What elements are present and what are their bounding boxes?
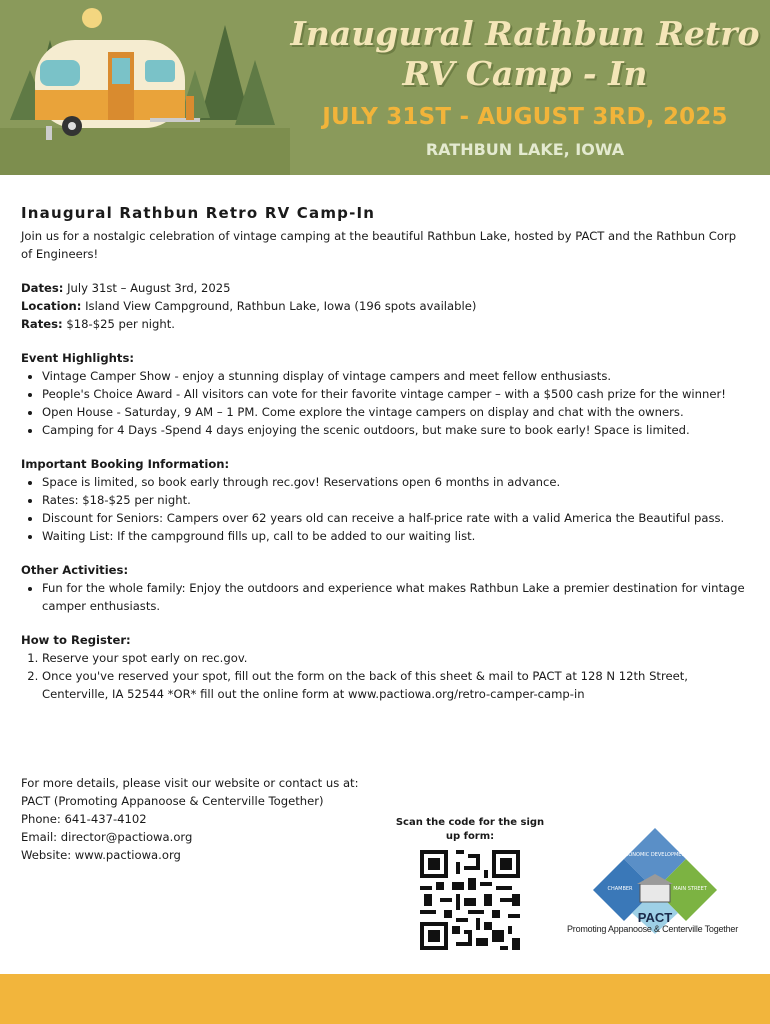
banner-dates: JULY 31ST - AUGUST 3RD, 2025	[322, 104, 728, 130]
banner-location: RATHBUN LAKE, IOWA	[425, 140, 625, 159]
section-heading: Other Activities:	[21, 563, 129, 577]
retro-camper-illustration	[0, 0, 290, 175]
section-heading: Event Highlights:	[21, 351, 134, 365]
event-highlights-section	[21, 349, 749, 439]
list-item: • Open House - Saturday, 9 AM – 1 PM. Come explore the vintage campers on display and chat with the owners.	[42, 403, 749, 421]
contact-org: PACT (Promoting Appanoose & Centerville Together)	[21, 794, 324, 808]
section-heading: How to Register:	[21, 633, 131, 647]
contact-phone: Phone: 641-437-4102	[21, 812, 147, 826]
booking-list	[21, 473, 749, 545]
document-body	[21, 203, 749, 703]
section-heading: Important Booking Information:	[21, 457, 230, 471]
detail-dates	[21, 279, 749, 297]
contact-website: Website: www.pactiowa.org	[21, 848, 181, 862]
diamond-right-label: MAIN STREET	[673, 886, 707, 892]
other-activities-section	[21, 561, 749, 615]
intro-paragraph: Join us for a nostalgic celebration of vintage camping at the beautiful Rathbun Lake, hosted by PACT and the Rathbun Corp of Engineers!	[21, 229, 737, 261]
list-item: • Camping for 4 Days -Spend 4 days enjoying the scenic outdoors, but make sure to book early! Space is limited.	[42, 421, 749, 439]
other-activities-list	[21, 579, 749, 615]
qr-caption: Scan the code for the sign up form:	[395, 817, 545, 842]
banner-title-line-2: RV Camp - In	[402, 54, 648, 93]
event-details	[21, 279, 749, 333]
diamond-top-label: ECONOMIC DEVELOPMENT	[621, 852, 689, 858]
footer-bar	[0, 974, 770, 1024]
banner-title-line-1: Inaugural Rathbun Retro	[290, 14, 760, 53]
contact-email: Email: director@pactiowa.org	[21, 830, 193, 844]
list-item: • Space is limited, so book early through rec.gov! Reservations open 6 months in advance.	[42, 473, 749, 491]
detail-value: Island View Campground, Rathbun Lake, Iowa (196 spots available)	[81, 299, 477, 313]
highlights-list	[21, 367, 749, 439]
list-item: • Fun for the whole family: Enjoy the outdoors and experience what makes Rathbun Lake a premier destination for vintage camper enthusiasts.	[42, 579, 749, 615]
pact-wordmark: PACT	[637, 910, 673, 925]
detail-value: July 31st – August 3rd, 2025	[63, 281, 231, 295]
detail-value: $18-$25 per night.	[62, 317, 175, 331]
list-item: • People's Choice Award - All visitors can vote for their favorite vintage camper – with a $500 cash prize for the winner!	[42, 385, 749, 403]
detail-location	[21, 297, 749, 315]
booking-info-section	[21, 455, 749, 545]
list-item: 1. Reserve your spot early on rec.gov.	[42, 649, 749, 667]
header-banner	[0, 0, 770, 175]
document-title: Inaugural Rathbun Retro RV Camp-In	[21, 204, 376, 222]
list-item: 2. Once you've reserved your spot, fill out the form on the back of this sheet & mail to PACT at 128 N 12th Street, Centerville, IA 52544 *OR* fill out the online form at www.pactiowa.org/retro-camper-camp-in	[42, 667, 749, 703]
detail-key: Rates:	[21, 317, 63, 331]
detail-key: Location:	[21, 299, 82, 313]
register-steps	[21, 649, 749, 703]
list-item: • Waiting List: If the campground fills up, call to be added to our waiting list.	[42, 527, 749, 545]
list-item: • Rates: $18-$25 per night.	[42, 491, 749, 509]
detail-key: Dates:	[21, 281, 64, 295]
diamond-left-label: CHAMBER	[607, 886, 633, 892]
list-item: • Discount for Seniors: Campers over 62 years old can receive a half-price rate with a valid America the Beautiful pass.	[42, 509, 749, 527]
contact-intro: For more details, please visit our website or contact us at:	[21, 776, 359, 790]
pact-tagline: Promoting Appanoose & Centerville Together	[566, 924, 739, 934]
list-item: • Vintage Camper Show - enjoy a stunning display of vintage campers and meet fellow enthusiasts.	[42, 367, 749, 385]
contact-info	[21, 774, 401, 864]
qr-code[interactable]	[420, 850, 520, 950]
banner-title	[280, 14, 770, 94]
pact-logo	[590, 826, 720, 934]
register-section	[21, 631, 749, 703]
detail-rates	[21, 315, 749, 333]
